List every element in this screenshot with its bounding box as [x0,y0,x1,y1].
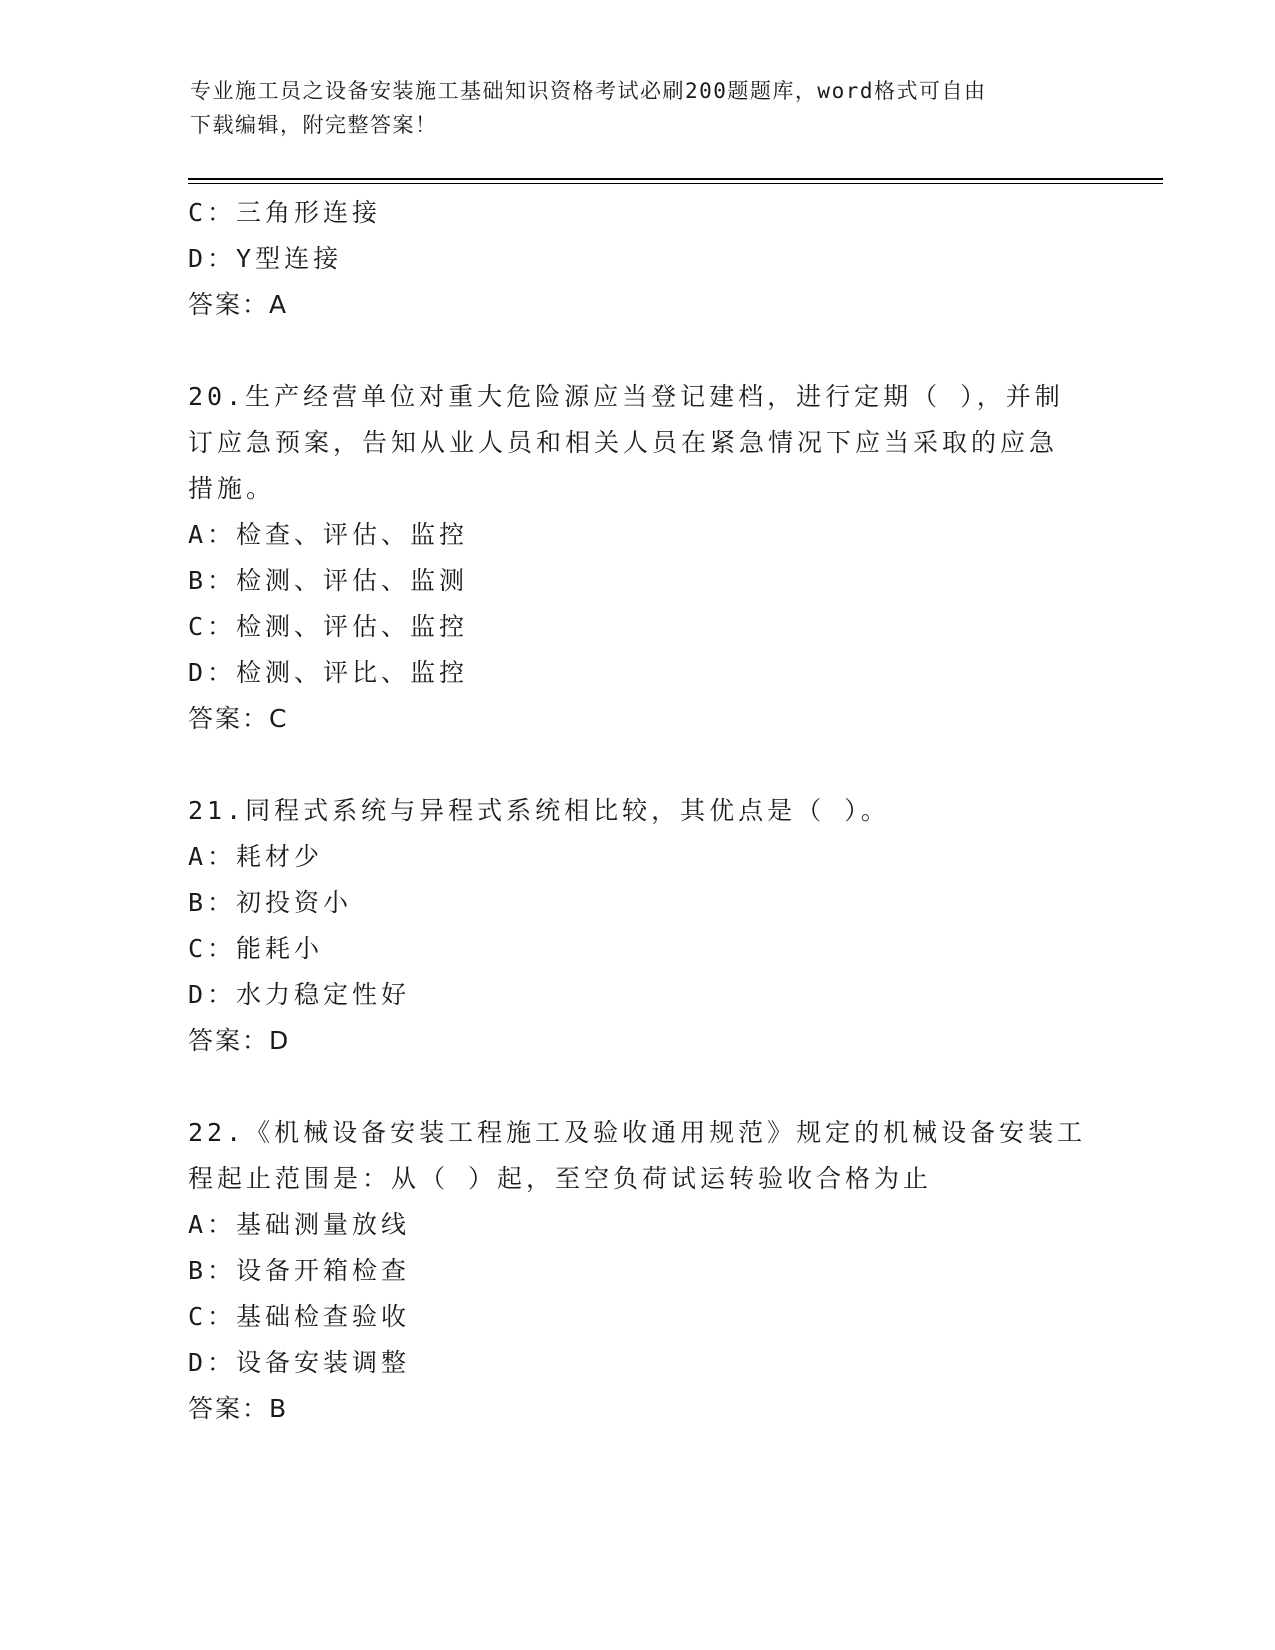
header-line-2: 下载编辑，附完整答案！ [190,113,438,137]
option-c: C：基础检查验收 [188,1302,411,1331]
question-19-tail [188,190,1088,328]
option-b: B：初投资小 [188,888,353,917]
header-line-1: 专业施工员之设备安装施工基础知识资格考试必刷200题题库，word格式可自由 [190,79,987,103]
question-22 [188,1110,1088,1432]
option-d: D：设备安装调整 [188,1348,411,1377]
answer-line: 答案：B [188,1394,289,1423]
option-a: A：基础测量放线 [188,1210,411,1239]
option-a: A：耗材少 [188,842,324,871]
option-a: A：检查、评估、监控 [188,520,469,549]
answer-line: 答案：C [188,704,289,733]
option-b: B：设备开箱检查 [188,1256,411,1285]
question-21 [188,788,1088,1064]
question-text-line-1: 20.生产经营单位对重大危险源应当登记建档，进行定期（ ），并制 [188,382,1064,411]
option-c: C：能耗小 [188,934,324,963]
option-d: D：检测、评比、监控 [188,658,469,687]
header-divider-thick [188,178,1163,180]
question-list [188,190,1088,1432]
spacer [188,328,1088,374]
option-d: D：水力稳定性好 [188,980,411,1009]
option-c: C：检测、评估、监控 [188,612,469,641]
answer-line: 答案：A [188,290,289,319]
question-text-line-2: 程起止范围是：从（ ）起，至空负荷试运转验收合格为止 [188,1164,933,1193]
spacer [188,742,1088,788]
question-text-line-3: 措施。 [188,474,276,503]
answer-line: 答案：D [188,1026,291,1055]
question-20 [188,374,1088,742]
option-d: D：Y型连接 [188,244,343,273]
option-c: C：三角形连接 [188,198,382,227]
document-header [190,74,1090,142]
spacer [188,1064,1088,1110]
question-text-line-1: 22.《机械设备安装工程施工及验收通用规范》规定的机械设备安装工 [188,1118,1087,1147]
question-text-line-1: 21.同程式系统与异程式系统相比较，其优点是（ ）。 [188,796,890,825]
header-divider-thin [188,183,1163,184]
option-b: B：检测、评估、监测 [188,566,469,595]
question-text-line-2: 订应急预案，告知从业人员和相关人员在紧急情况下应当采取的应急 [188,428,1059,457]
